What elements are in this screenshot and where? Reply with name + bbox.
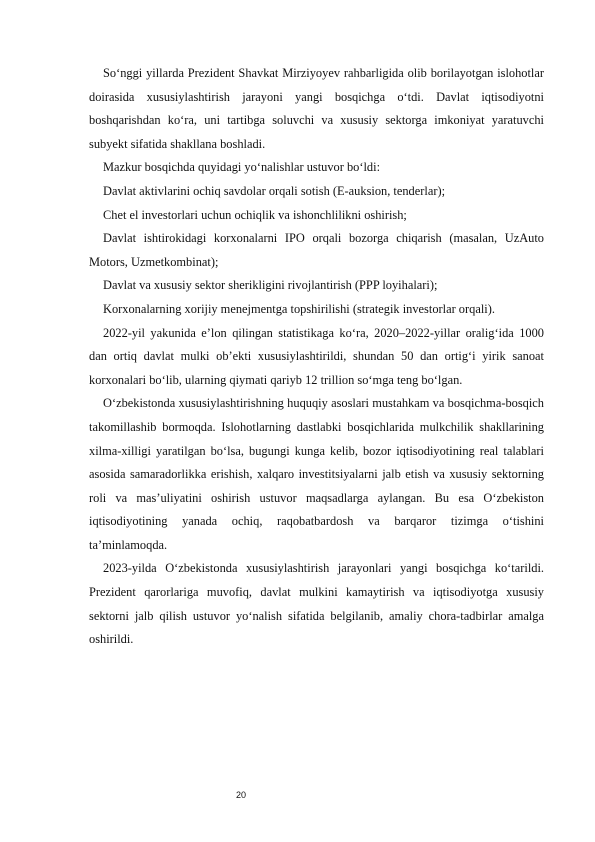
- paragraph-statistics: 2022-yil yakunida e’lon qilingan statistikaga ko‘ra, 2020–2022-yillar oralig‘ida 1000 dan ortiq davlat mulki ob’ekti xususiylashtirildi, shundan 50 dan ortig‘i yirik sanoat korxonalari bo‘lib, ularning qiymati qariyb 12 trillion so‘mga teng bo‘lgan.: [89, 325, 544, 387]
- body-text: [89, 62, 544, 652]
- page-number: 20: [236, 790, 247, 800]
- paragraph-priorities-heading: Mazkur bosqichda quyidagi yo‘nalishlar ustuvor bo‘ldi:: [103, 160, 381, 175]
- list-item-foreign-management: Korxonalarning xorijiy menejmentga topshirilishi (strategik investorlar orqali).: [103, 301, 495, 316]
- list-item-ipo: Davlat ishtirokidagi korxonalarni IPO orqali bozorga chiqarish (masalan, UzAuto Motors, Uzmetkombinat);: [89, 231, 544, 269]
- list-item-foreign-investors: Chet el investorlari uchun ochiqlik va ishonchlilikni oshirish;: [103, 207, 407, 222]
- list-item-auctions: Davlat aktivlarini ochiq savdolar orqali sotish (E-auksion, tenderlar);: [103, 183, 446, 198]
- list-item-ppp: Davlat va xususiy sektor sherikligini rivojlantirish (PPP loyihalari);: [103, 278, 438, 293]
- paragraph-legal-basis: O‘zbekistonda xususiylashtirishning huquqiy asoslari mustahkam va bosqichma-bosqich takomillashib bormoqda. Islohotlarning dastlabki bosqichlarida mulkchilik shakllarining xilma-xilligi yaratilgan bo‘lsa, bugungi kunga kelib, bozor iqtisodiyotining real talablari asosida samaradorlikka erishish, xalqaro investitsiyalarni jalb etish va xususiy sektorning roli va mas’uliyatini oshirish ustuvor maqsadlarga aylangan. Bu esa O‘zbekiston iqtisodiyotining yanada ochiq, raqobatbardosh va barqaror tizimga o‘tishini ta’minlamoqda.: [89, 396, 544, 552]
- paragraph-2023: 2023-yilda O‘zbekistonda xususiylashtirish jarayonlari yangi bosqichga ko‘tarildi. Prezident qarorlariga muvofiq, davlat mulkini kamaytirish va iqtisodiyotga xususiy sektorni jalb qilish ustuvor yo‘nalish sifatida belgilanib, amaliy chora-tadbirlar amalga oshirildi.: [89, 561, 544, 647]
- paragraph-intro: So‘nggi yillarda Prezident Shavkat Mirziyoyev rahbarligida olib borilayotgan islohotlar doirasida xususiylashtirish jarayoni yangi bosqichga o‘tdi. Davlat iqtisodiyotni boshqarishdan ko‘ra, uni tartibga soluvchi va xususiy sektorga imkoniyat yaratuvchi subyekt sifatida shakllana boshladi.: [89, 66, 544, 151]
